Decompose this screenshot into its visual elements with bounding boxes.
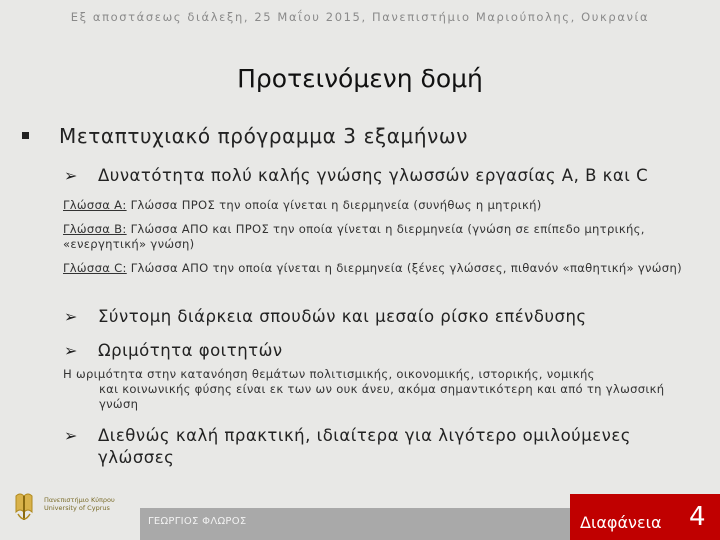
footer-author: ΓΕΩΡΓΙΟΣ ΦΛΩΡΟΣ [148,516,247,527]
language-c [63,261,693,276]
language-a [63,198,693,213]
point-4: Διεθνώς καλή πρακτική, ιδιαίτερα για λιγότερο ομιλούμενες γλώσσες [98,426,631,467]
logo-line-1: Πανεπιστήμιο Κύπρου [44,496,115,504]
language-a-text: Γλώσσα ΠΡΟΣ την οποία γίνεται η διερμηνεία (συνήθως η μητρική) [126,198,542,212]
language-c-text: Γλώσσα ΑΠΟ την οποία γίνεται η διερμηνεία (ξένες γλώσσες, πιθανόν «παθητική» γνώση) [126,261,682,275]
arrow-bullet-icon: ➢ [64,307,78,326]
point-2: Σύντομη διάρκεια σπουδών και μεσαίο ρίσκο επένδυσης [98,307,587,326]
slide-number: 4 [689,502,706,532]
arrow-bullet-icon: ➢ [64,426,78,445]
slide-label: Διαφάνεια [580,513,662,532]
logo-text [44,496,115,512]
language-b-label: Γλώσσα Β: [63,222,127,236]
main-point [22,124,712,148]
logo-line-2: University of Cyprus [44,504,110,512]
maturity-note-line-2: και κοινωνικής φύσης είναι εκ των ων ουκ άνευ, ακόμα σημαντικότερη και από τη γλωσσική γνώση [99,382,665,411]
language-b [63,222,693,252]
maturity-note-line-1: Η ωριμότητα στην κατανόηση θεμάτων πολιτισμικής, οικονομικής, ιστορικής, νομικής [63,367,595,381]
language-a-label: Γλώσσα Α: [63,198,127,212]
slide-title: Προτεινόμενη δομή [237,64,483,93]
maturity-note [63,367,693,412]
square-bullet-icon [22,132,29,139]
arrow-bullet-icon: ➢ [64,166,78,185]
language-b-text: Γλώσσα ΑΠΟ και ΠΡΟΣ την οποία γίνεται η διερμηνεία (γνώση σε επίπεδο μητρικής, «ενεργητική» γνώση) [63,222,645,251]
main-point-text: Μεταπτυχιακό πρόγραμμα 3 εξαμήνων [59,124,469,148]
language-c-label: Γλώσσα C: [63,261,127,275]
arrow-bullet-icon: ➢ [64,341,78,360]
slide-header: Εξ αποστάσεως διάλεξη, 25 Μαΐου 2015, Πανεπιστήμιο Μαριούπολης, Ουκρανία [70,10,650,24]
point-1: Δυνατότητα πολύ καλής γνώσης γλωσσών εργασίας A, B και C [98,166,649,185]
point-3: Ωριμότητα φοιτητών [98,341,283,360]
